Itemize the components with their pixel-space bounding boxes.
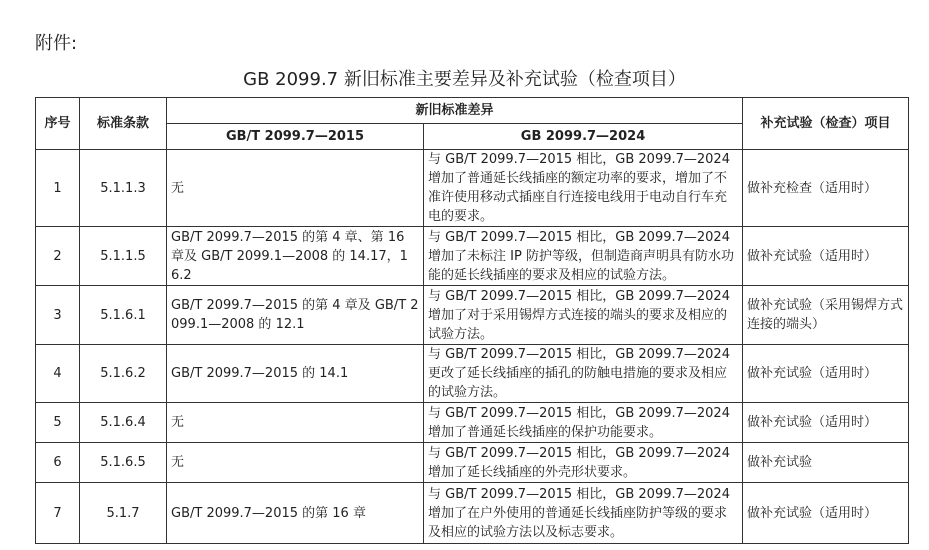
cell-old: GB/T 2099.7—2015 的 14.1 (167, 345, 424, 403)
cell-no: 6 (36, 443, 80, 483)
cell-new: 与 GB/T 2099.7—2015 相比，GB 2099.7—2024 增加了在户外使用的普通延长线插座防护等级的要求及相应的试验方法以及标志要求。 (424, 483, 743, 544)
header-row (36, 98, 909, 124)
header-old: GB/T 2099.7—2015 (167, 124, 424, 150)
table-row (36, 227, 909, 286)
cell-new: 与 GB/T 2099.7—2015 相比，GB 2099.7—2024 增加了普通延长线插座的额定功率的要求，增加了不准许使用移动式插座自行连接电线用于电动自行车充电的要求。 (424, 150, 743, 227)
header-new: GB 2099.7—2024 (424, 124, 743, 150)
cell-test: 做补充试验（适用时） (743, 403, 909, 443)
cell-old: 无 (167, 150, 424, 227)
cell-no: 1 (36, 150, 80, 227)
cell-no: 2 (36, 227, 80, 286)
table-row (36, 443, 909, 483)
cell-old: 无 (167, 403, 424, 443)
cell-new: 与 GB/T 2099.7—2015 相比，GB 2099.7—2024 增加了未标注 IP 防护等级，但制造商声明具有防水功能的延长线插座的要求及相应的试验方法。 (424, 227, 743, 286)
cell-no: 7 (36, 483, 80, 544)
cell-clause: 5.1.6.1 (80, 286, 167, 345)
cell-test: 做补充试验 (743, 443, 909, 483)
attachment-label: 附件: (35, 33, 78, 54)
table-row (36, 150, 909, 227)
cell-old: 无 (167, 443, 424, 483)
cell-test: 做补充试验（适用时） (743, 483, 909, 544)
table-row (36, 483, 909, 544)
header-test: 补充试验（检查）项目 (743, 98, 909, 150)
document-title: GB 2099.7 新旧标准主要差异及补充试验（检查项目） (243, 69, 686, 90)
cell-clause: 5.1.6.4 (80, 403, 167, 443)
header-no: 序号 (36, 98, 80, 150)
cell-new: 与 GB/T 2099.7—2015 相比，GB 2099.7—2024 增加了普通延长线插座的保护功能要求。 (424, 403, 743, 443)
cell-new: 与 GB/T 2099.7—2015 相比，GB 2099.7—2024 增加了延长线插座的外壳形状要求。 (424, 443, 743, 483)
table-row (36, 403, 909, 443)
cell-clause: 5.1.6.5 (80, 443, 167, 483)
differences-table (35, 97, 909, 544)
cell-new: 与 GB/T 2099.7—2015 相比，GB 2099.7—2024 更改了延长线插座的插孔的防触电措施的要求及相应的试验方法。 (424, 345, 743, 403)
cell-old: GB/T 2099.7—2015 的第 4 章及 GB/T 2099.1—2008 的 12.1 (167, 286, 424, 345)
cell-old: GB/T 2099.7—2015 的第 4 章、第 16 章及 GB/T 2099.1—2008 的 14.17，16.2 (167, 227, 424, 286)
cell-test: 做补充检查（适用时） (743, 150, 909, 227)
cell-clause: 5.1.6.2 (80, 345, 167, 403)
cell-old: GB/T 2099.7—2015 的第 16 章 (167, 483, 424, 544)
header-diff: 新旧标准差异 (167, 98, 743, 124)
cell-test: 做补充试验（适用时） (743, 345, 909, 403)
cell-test: 做补充试验（采用锡焊方式连接的端头） (743, 286, 909, 345)
cell-clause: 5.1.1.5 (80, 227, 167, 286)
table-row (36, 345, 909, 403)
cell-no: 5 (36, 403, 80, 443)
cell-test: 做补充试验（适用时） (743, 227, 909, 286)
cell-clause: 5.1.1.3 (80, 150, 167, 227)
cell-clause: 5.1.7 (80, 483, 167, 544)
cell-new: 与 GB/T 2099.7—2015 相比，GB 2099.7—2024 增加了对于采用锡焊方式连接的端头的要求及相应的试验方法。 (424, 286, 743, 345)
cell-no: 4 (36, 345, 80, 403)
table-row (36, 286, 909, 345)
cell-no: 3 (36, 286, 80, 345)
header-clause: 标准条款 (80, 98, 167, 150)
